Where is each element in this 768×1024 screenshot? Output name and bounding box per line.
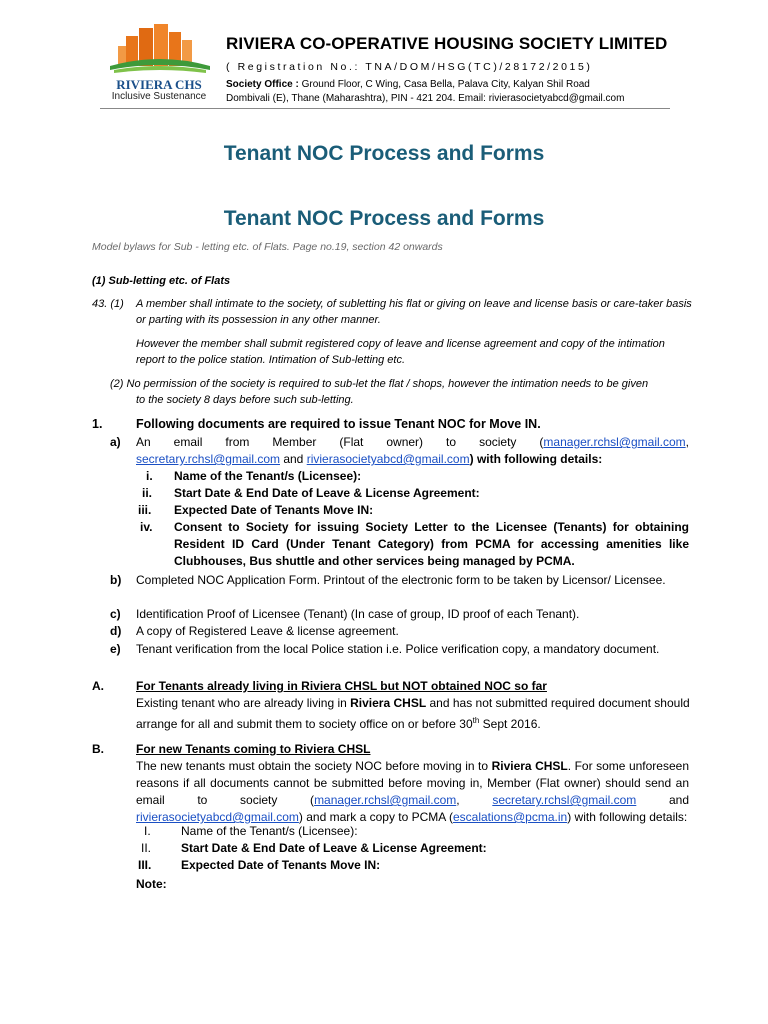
sub-item-number: I. (144, 824, 151, 838)
item-b-text: Completed NOC Application Form. Printout of the electronic form to be taken by Licensor/ Licensee. (136, 573, 666, 587)
bylaws-para-2 (110, 376, 692, 408)
sub-item-text: Start Date & End Date of Leave & License Agreement: (174, 486, 480, 500)
item-e-label: e) (110, 642, 121, 656)
comma: , (685, 435, 689, 449)
email-pcma-link[interactable]: escalations@pcma.in (452, 810, 568, 824)
section-b-label: B. (92, 742, 104, 756)
section-a-text-part3: Sept 2016. (479, 717, 541, 731)
item-a-intro: An email from Member (Flat owner) to society ( (136, 435, 544, 449)
org-name: RIVIERA CO-OPERATIVE HOUSING SOCIETY LIMITED (226, 34, 668, 53)
and-text: and (636, 793, 690, 807)
sub-item-number: ii. (142, 486, 153, 500)
section-a-text-part2: and has not submitted required document should arrange for all and submit them to society office on or before 30 (136, 696, 690, 731)
item-a-sublist (136, 468, 692, 571)
office-label: Society Office : (226, 79, 299, 90)
item-e-text: Tenant verification from the local Police station i.e. Police verification copy, a mandatory document. (136, 642, 660, 656)
item-c-label: c) (110, 607, 121, 621)
sub-item-text: Name of the Tenant/s (Licensee): (174, 469, 362, 483)
ordinal-suffix: th (472, 716, 480, 725)
logo-tagline: Inclusive Sustenance (111, 91, 207, 102)
sub-item-text: Expected Date of Tenants Move IN: (181, 858, 381, 872)
bylaws-para-2-line2: to the society 8 days before such sub-letting. (136, 394, 354, 406)
sub-item-iii (136, 502, 692, 519)
and-text: and (280, 452, 307, 466)
office-address-line1 (226, 79, 590, 90)
bylaws-para-2-line1: (2) No permission of the society is required to sub-let the flat / shops, however the intimation needs to be given (110, 378, 649, 390)
section-1-heading: Following documents are required to issue Tenant NOC for Move IN. (136, 417, 541, 431)
item-a-text (136, 434, 689, 468)
item-c-text: Identification Proof of Licensee (Tenant) (In case of group, ID proof of each Tenant). (136, 607, 580, 621)
section-b-heading: For new Tenants coming to Riviera CHSL (136, 742, 371, 756)
email-manager-link[interactable]: manager.rchsl@gmail.com (543, 435, 686, 449)
sub-item-text: Expected Date of Tenants Move IN: (174, 503, 374, 517)
section-b-text-part1: The new tenants must obtain the society NOC before moving in to (136, 759, 492, 773)
sub-item-text: Name of the Tenant/s (Licensee): (181, 824, 358, 838)
section-a-text-part1: Existing tenant who are already living in (136, 696, 351, 710)
bylaws-para-text: A member shall intimate to the society, of subletting his flat or giving on leave and license basis or care-taker basis or parting with its possession in any other manner. (136, 298, 692, 326)
section-a-heading: For Tenants already living in Riviera CHSL but NOT obtained NOC so far (136, 679, 547, 693)
email-manager-link[interactable]: manager.rchsl@gmail.com (314, 793, 457, 807)
item-b-label: b) (110, 573, 122, 587)
sub-item-text: Consent to Society for issuing Society Letter to the Licensee (Tenants) for obtaining Resident ID Card (Under Tenant Category) from PCMA for accessing amenities like Clubhouses, Bus shuttle and other services being managed by PCMA. (174, 520, 689, 568)
sub-item-number: iii. (138, 503, 152, 517)
society-name-bold: Riviera CHSL (491, 759, 568, 773)
section-a-text (136, 695, 692, 733)
sub-item-II (136, 840, 692, 857)
email-society-link[interactable]: rivierasocietyabcd@gmail.com (306, 452, 470, 466)
bylaws-reference: Model bylaws for Sub - letting etc. of Flats. Page no.19, section 42 onwards (92, 241, 443, 253)
sub-item-ii (136, 485, 692, 502)
bylaws-para-however: However the member shall submit registered copy of leave and license agreement and copy of the intimation report to the police station. Intimation of Sub-letting etc. (136, 338, 665, 366)
item-d-text: A copy of Registered Leave & license agreement. (136, 624, 399, 638)
note-label: Note: (136, 877, 167, 891)
sub-item-number: II. (141, 841, 152, 855)
section-a-label: A. (92, 679, 104, 693)
email-secretary-link[interactable]: secretary.rchsl@gmail.com (492, 793, 637, 807)
page-subtitle-heading: Tenant NOC Process and Forms (223, 207, 545, 230)
bylaws-para-number: 43. (1) (92, 298, 124, 310)
sub-item-number: i. (146, 469, 153, 483)
letterhead-divider (100, 108, 670, 109)
registration-number: ( Registration No.: TNA/DOM/HSG(TC)/28172/2015) (226, 61, 593, 73)
sub-item-number: III. (138, 858, 152, 872)
section-b-text (136, 758, 689, 826)
page-title: Tenant NOC Process and Forms (223, 142, 545, 165)
item-a-tail: ) with following details: (469, 452, 603, 466)
section-1-number: 1. (92, 417, 103, 431)
office-address-text: Ground Floor, C Wing, Casa Bella, Palava City, Kalyan Shil Road (298, 79, 590, 90)
comma: , (456, 793, 493, 807)
email-society-link[interactable]: rivierasocietyabcd@gmail.com (136, 810, 299, 824)
office-address-line2: Dombivali (E), Thane (Maharashtra), PIN - 421 204. Email: rivierasocietyabcd@gmail.com (226, 93, 625, 104)
bylaws-heading: (1) Sub-letting etc. of Flats (92, 275, 231, 287)
society-name-bold: Riviera CHSL (350, 696, 427, 710)
email-secretary-link[interactable]: secretary.rchsl@gmail.com (136, 452, 280, 466)
logo-text: RIVIERA CHS (116, 77, 202, 92)
item-a-label: a) (110, 435, 121, 449)
sub-item-III (136, 857, 692, 874)
section-b-text-part3: ) and mark a copy to PCMA ( (298, 810, 453, 824)
section-b-text-part2: . For some unforeseen reasons if all documents cannot be submitted before moving in, Member (Flat owner) should send an email to society ( (136, 759, 690, 807)
society-logo (100, 22, 218, 104)
section-b-text-part4: ) with following details: (567, 810, 688, 824)
sub-item-iv (136, 519, 692, 571)
section-b-sublist (136, 823, 692, 874)
sub-item-I (136, 823, 692, 840)
sub-item-i (136, 468, 692, 485)
sub-item-number: iv. (140, 520, 153, 534)
item-d-label: d) (110, 624, 122, 638)
sub-item-text: Start Date & End Date of Leave & License Agreement: (181, 841, 487, 855)
